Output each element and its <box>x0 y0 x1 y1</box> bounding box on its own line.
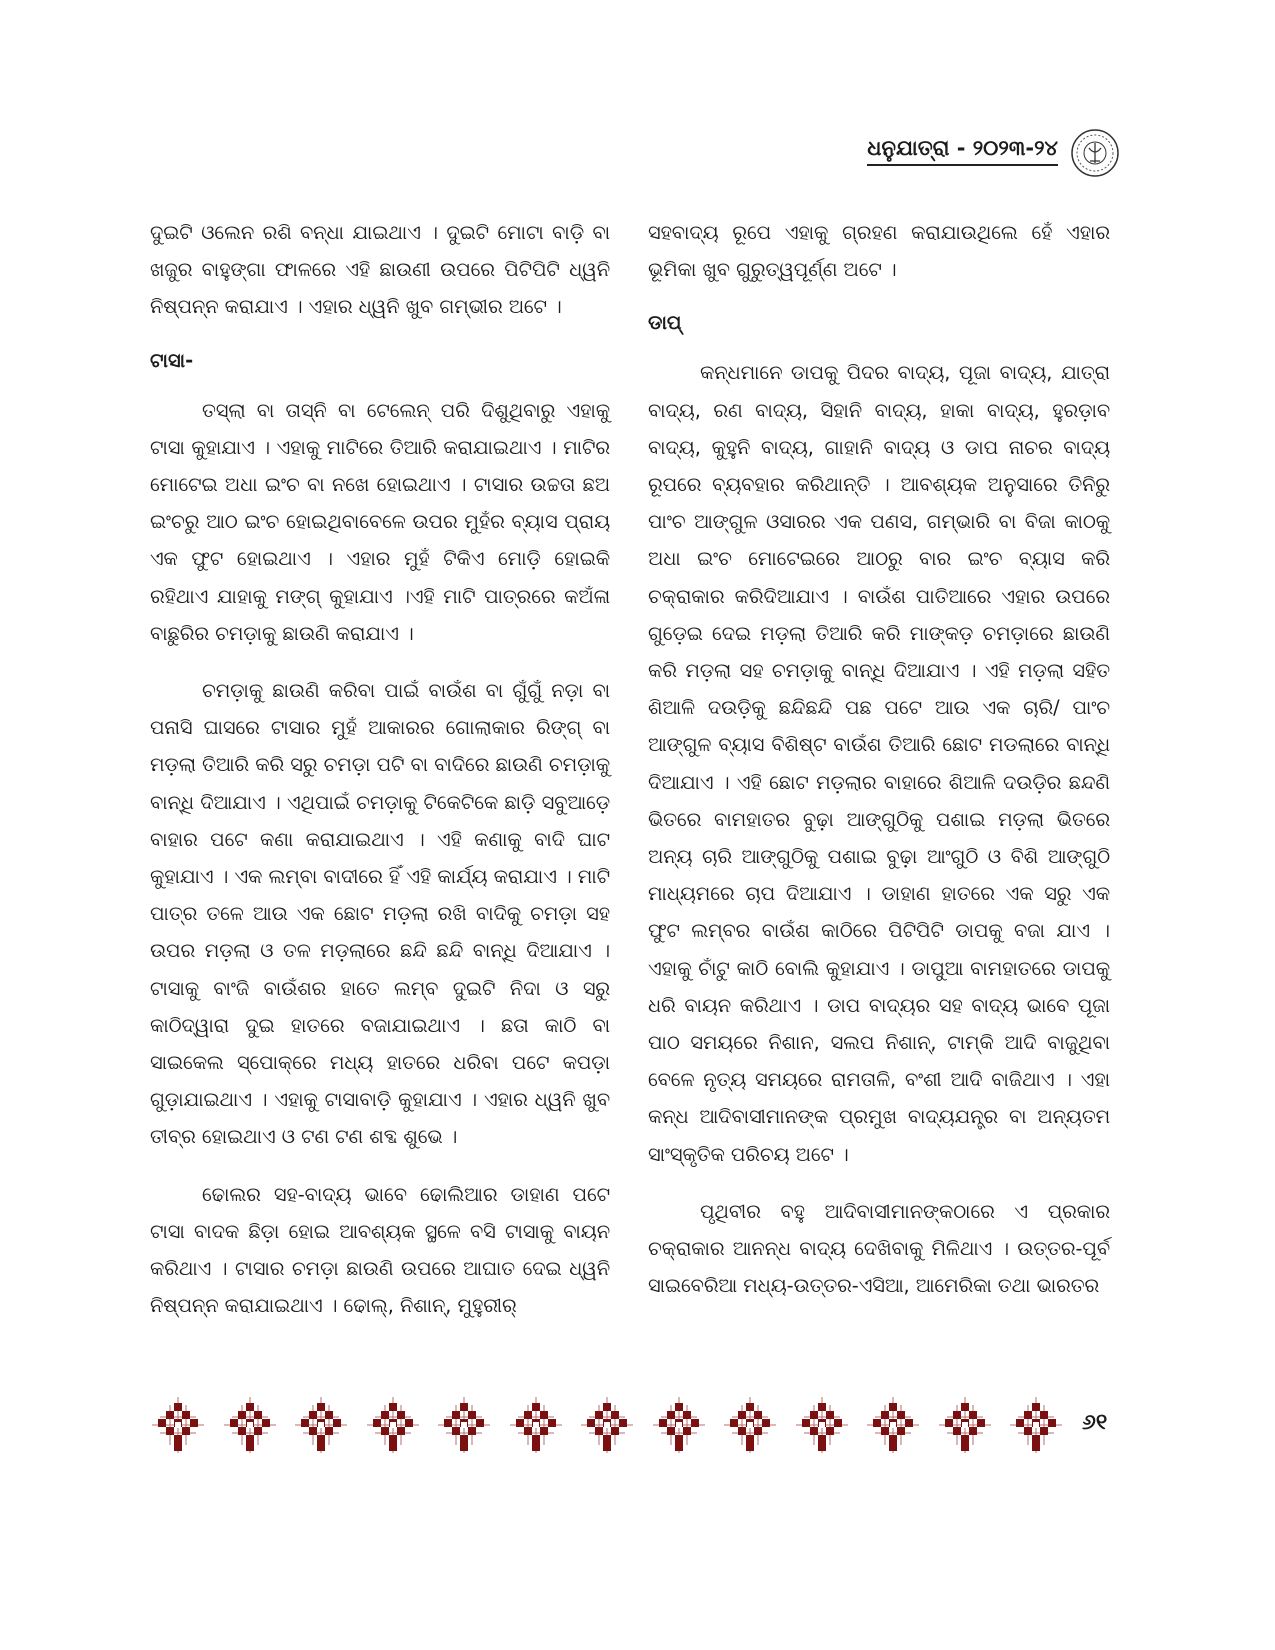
section-heading: ଟାସା- <box>150 348 194 372</box>
cross-motif-icon <box>722 1395 778 1455</box>
decorative-border <box>150 1395 1090 1455</box>
cross-motif-icon <box>579 1395 635 1455</box>
cross-motif-icon <box>365 1395 421 1455</box>
paragraph: ଦୁଇଟି ଓଲେନ ରଶି ବନ୍ଧା ଯାଇଥାଏ । ଦୁଇଟି ମୋଟା ବାଡ଼ି ବା ଖଜୁର ବାହୁଙ୍ଗା ଫାଳରେ ଏହି ଛାଉଣୀ ଉପରେ ପିଟିପିଟି ଧ୍ୱନି ନିଷ୍ପନ୍ନ କରାଯାଏ । ଏହାର ଧ୍ୱନି ଖୁବ ଗମ୍ଭୀର ଅଟେ । <box>150 221 610 319</box>
emblem-seal-icon <box>1070 128 1120 178</box>
paragraph: ଢୋଲର ସହ-ବାଦ୍ୟ ଭାବେ ଢୋଲିଆର ଡାହାଣ ପଟେ ଟାସା ବାଦକ ଛିଡ଼ା ହୋଇ ଆବଶ୍ୟକ ସ୍ଥଳେ ବସି ଟାସାକୁ ବାୟନ କରିଥାଏ । ଟାସାର ଚମଡ଼ା ଛାଉଣି ଉପରେ ଆଘାତ ଦେଇ ଧ୍ୱନି ନିଷ୍ପନ୍ନ କରାଯାଇଥାଏ । ଢୋଲ୍, ନିଶାନ୍, ମୁହୁରୀର୍ <box>150 1182 610 1318</box>
paragraph: ତସ୍‌ଲା ବା ତାସ୍‌ନି ବା ଟେଲେନ୍ ପରି ଦିଶୁଥିବାରୁ ଏହାକୁ ଟାସା କୁହାଯାଏ । ଏହାକୁ ମାଟିରେ ତିଆରି କରାଯାଇଥାଏ । ମାଟିର ମୋଟେଇ ଅଧା ଇଂଚ ବା ନଖେ ହୋଇଥାଏ । ଟାସାର ଉଚ୍ଚତା ଛଅ ଇଂଚରୁ ଆଠ ଇଂଚ ହୋଇଥିବାବେଳେ ଉପର ମୁହଁର ବ୍ୟାସ ପ୍ରାୟ ଏକ ଫୁଟ ହୋଇଥାଏ । ଏହାର ମୁହଁ ଟିକିଏ ମୋଡ଼ି ହୋଇକି ରହିଥାଏ ଯାହାକୁ ମଙ୍ଗ୍ କୁହାଯାଏ ।ଏହି ମାଟି ପାତ୍ରରେ କଅଁଳା ବାଛୁରିର ଚମଡ଼ାକୁ ଛାଉଣି କରାଯାଏ । <box>150 398 610 645</box>
cross-motif-icon <box>1008 1395 1064 1455</box>
cross-motif-icon <box>651 1395 707 1455</box>
cross-motif-icon <box>794 1395 850 1455</box>
paragraph: ଚମଡ଼ାକୁ ଛାଉଣି କରିବା ପାଇଁ ବାଉଁଶ ବା ଗୁଁଗୁଁ ନଡ଼ା ବା ପନାସି ଘାସରେ ଟାସାର ମୁହଁ ଆକାରର ଗୋଲାକାର ରିଙ୍ଗ୍ ବା ମଡ଼ଲା ତିଆରି କରି ସରୁ ଚମଡ଼ା ପଟି ବା ବାଦିରେ ଛାଉଣି ଚମଡ଼ାକୁ ବାନ୍ଧି ଦିଆଯାଏ । ଏଥିପାଇଁ ଚମଡ଼ାକୁ ଟିକେଟିକେ ଛାଡ଼ି ସବୁଆଡ଼େ ବାହାର ପଟେ କଣା କରାଯାଇଥାଏ । ଏହି କଣାକୁ ବାଦି ଘାଟ କୁହାଯାଏ । ଏକ ଲମ୍ବା ବାଦୀରେ ହିଁ ଏହି କାର୍ଯ୍ୟ କରାଯାଏ । ମାଟି ପାତ୍ର ତଳେ ଆଉ ଏକ ଛୋଟ ମଡ଼ଲା ରଖି ବାଦିକୁ ଚମଡ଼ା ସହ ଉପର ମଡ଼ଲା ଓ ତଳ ମଡ଼ଲାରେ ଛନ୍ଦି ଛନ୍ଦି ବାନ୍ଧି ଦିଆଯାଏ । ଟାସାକୁ ବାଂଜି ବାଉଁଶର ହାତେ ଲମ୍ବ ଦୁଇଟି ନିଦା ଓ ସରୁ କାଠିଦ୍ୱାରା ଦୁଇ ହାତରେ ବଜାଯାଇଥାଏ । ଛତା କାଠି ବା ସାଇକେଲ ସ୍ପୋକ୍‌ରେ ମଧ୍ୟ ହାତରେ ଧରିବା ପଟେ କପଡ଼ା ଗୁଡ଼ାଯାଇଥାଏ । ଏହାକୁ ଟାସାବାଡ଼ି କୁହାଯାଏ । ଏହାର ଧ୍ୱନି ଖୁବ ତୀବ୍ର ହୋଇଥାଏ ଓ ଟଣ ଟଣ ଶବ୍ଦ ଶୁଭେ । <box>150 679 610 1149</box>
running-title: ଧନୁଯାତ୍ରା - ୨୦୨୩-୨୪ <box>867 136 1058 166</box>
right-column <box>648 214 1110 1304</box>
cross-motif-icon <box>865 1395 921 1455</box>
cross-motif-icon <box>222 1395 278 1455</box>
left-column <box>150 214 610 1324</box>
cross-motif-icon <box>436 1395 492 1455</box>
paragraph: ସହବାଦ୍ୟ ରୂପେ ଏହାକୁ ଗ୍ରହଣ କରାଯାଉଥିଲେ ହେଁ ଏହାର ଭୂମିକା ଖୁବ ଗୁରୁତ୍ୱପୂର୍ଣ୍ଣ ଅଟେ । <box>648 221 1110 282</box>
cross-motif-icon <box>937 1395 993 1455</box>
cross-motif-icon <box>293 1395 349 1455</box>
running-header <box>620 128 1120 184</box>
cross-motif-icon <box>508 1395 564 1455</box>
paragraph: ପୃଥିବୀର ବହୁ ଆଦିବାସୀମାନଙ୍କଠାରେ ଏ ପ୍ରକାର ଚକ୍ରାକାର ଆନନ୍ଧ ବାଦ୍ୟ ଦେଖିବାକୁ ମିଳିଥାଏ । ଉତ୍ତର-ପୂର୍ବ ସାଇବେରିଆ ମଧ୍ୟ-ଉତ୍ତର-ଏସିଆ, ଆମେରିକା ତଥା ଭାରତର <box>648 1199 1110 1298</box>
cross-motif-icon <box>150 1395 206 1455</box>
section-heading: ଡାପ୍ <box>648 311 682 335</box>
paragraph: କନ୍ଧମାନେ ଡାପକୁ ପିଦର ବାଦ୍ୟ, ପୂଜା ବାଦ୍ୟ, ଯାତ୍ରା ବାଦ୍ୟ, ରଣ ବାଦ୍ୟ, ସିହାନି ବାଦ୍ୟ, ହାକା ବାଦ୍ୟ, ହୁରଡ଼ାବ ବାଦ୍ୟ, କୁହୁନି ବାଦ୍ୟ, ଗାହାନି ବାଦ୍ୟ ଓ ଡାପ ନାଚର ବାଦ୍ୟ ରୂପରେ ବ୍ୟବହାର କରିଥାନ୍ତି । ଆବଶ୍ୟକ ଅନୁସାରେ ତିନିରୁ ପାଂଚ ଆଙ୍ଗୁଳ ଓସାରର ଏକ ପଣସ, ଗମ୍ଭାରି ବା ବିଜା କାଠକୁ ଅଧା ଇଂଚ ମୋଟେଇରେ ଆଠରୁ ବାର ଇଂଚ ବ୍ୟାସ କରି ଚକ୍ରାକାର କରିଦିଆଯାଏ । ବାଉଁଶ ପାତିଆରେ ଏହାର ଉପରେ ଗୁଡ଼େଇ ଦେଇ ମଡ଼ଲା ତିଆରି କରି ମାଙ୍କଡ଼ ଚମଡ଼ାରେ ଛାଉଣି କରି ମଡ଼ଲା ସହ ଚମଡ଼ାକୁ ବାନ୍ଧି ଦିଆଯାଏ । ଏହି ମଡ଼ଲା ସହିତ ଶିଆଳି ଦଉଡ଼ିକୁ ଛନ୍ଦିଛନ୍ଦି ପଛ ପଟେ ଆଉ ଏକ ଚାରି/ ପାଂଚ ଆଙ୍ଗୁଳ ବ୍ୟାସ ବିଶିଷ୍ଟ ବାଉଁଶ ତିଆରି ଛୋଟ ମଡଲାରେ ବାନ୍ଧି ଦିଆଯାଏ । ଏହି ଛୋଟ ମଡ଼ଲାର ବାହାରେ ଶିଆଳି ଦଉଡ଼ିର ଛନ୍ଦଣି ଭିତରେ ବାମହାତର ବୁଢ଼ା ଆଙ୍ଗୁଠିକୁ ପଶାଇ ମଡ଼ଲା ଭିତରେ ଅନ୍ୟ ଚାରି ଆଙ୍ଗୁଠିକୁ ପଶାଇ ବୁଢ଼ା ଆଂଗୁଠି ଓ ବିଶି ଆଙ୍ଗୁଠି ମାଧ୍ୟମରେ ଚାପ ଦିଆଯାଏ । ଡାହାଣ ହାତରେ ଏକ ସରୁ ଏକ ଫୁଟ ଲମ୍ବର ବାଉଁଶ କାଠିରେ ପିଟିପିଟି ଡାପକୁ ବଜା ଯାଏ । ଏହାକୁ ଚାଁଟୁ କାଠି ବୋଲି କୁହାଯାଏ । ଡାପୁଆ ବାମହାତରେ ଡାପକୁ ଧରି ବାୟନ କରିଥାଏ । ଡାପ ବାଦ୍ୟର ସହ ବାଦ୍ୟ ଭାବେ ପୂଜା ପାଠ ସମୟରେ ନିଶାନ, ସଲପ ନିଶାନ୍, ଟାମ୍‌କି ଆଦି ବାଜୁଥିବା ବେଳେ ନୃତ୍ୟ ସମୟରେ ରାମତାଳି, ବଂଶୀ ଆଦି ବାଜିଥାଏ । ଏହା କନ୍ଧ ଆଦିବାସୀମାନଙ୍କ ପ୍ରମୁଖ ବାଦ୍ୟଯନ୍ତ୍ର ବା ଅନ୍ୟତମ ସାଂସ୍କୃତିକ ପରିଚୟ ଅଟେ । <box>648 361 1110 1166</box>
page-number: ୬୧ <box>1082 1410 1108 1435</box>
